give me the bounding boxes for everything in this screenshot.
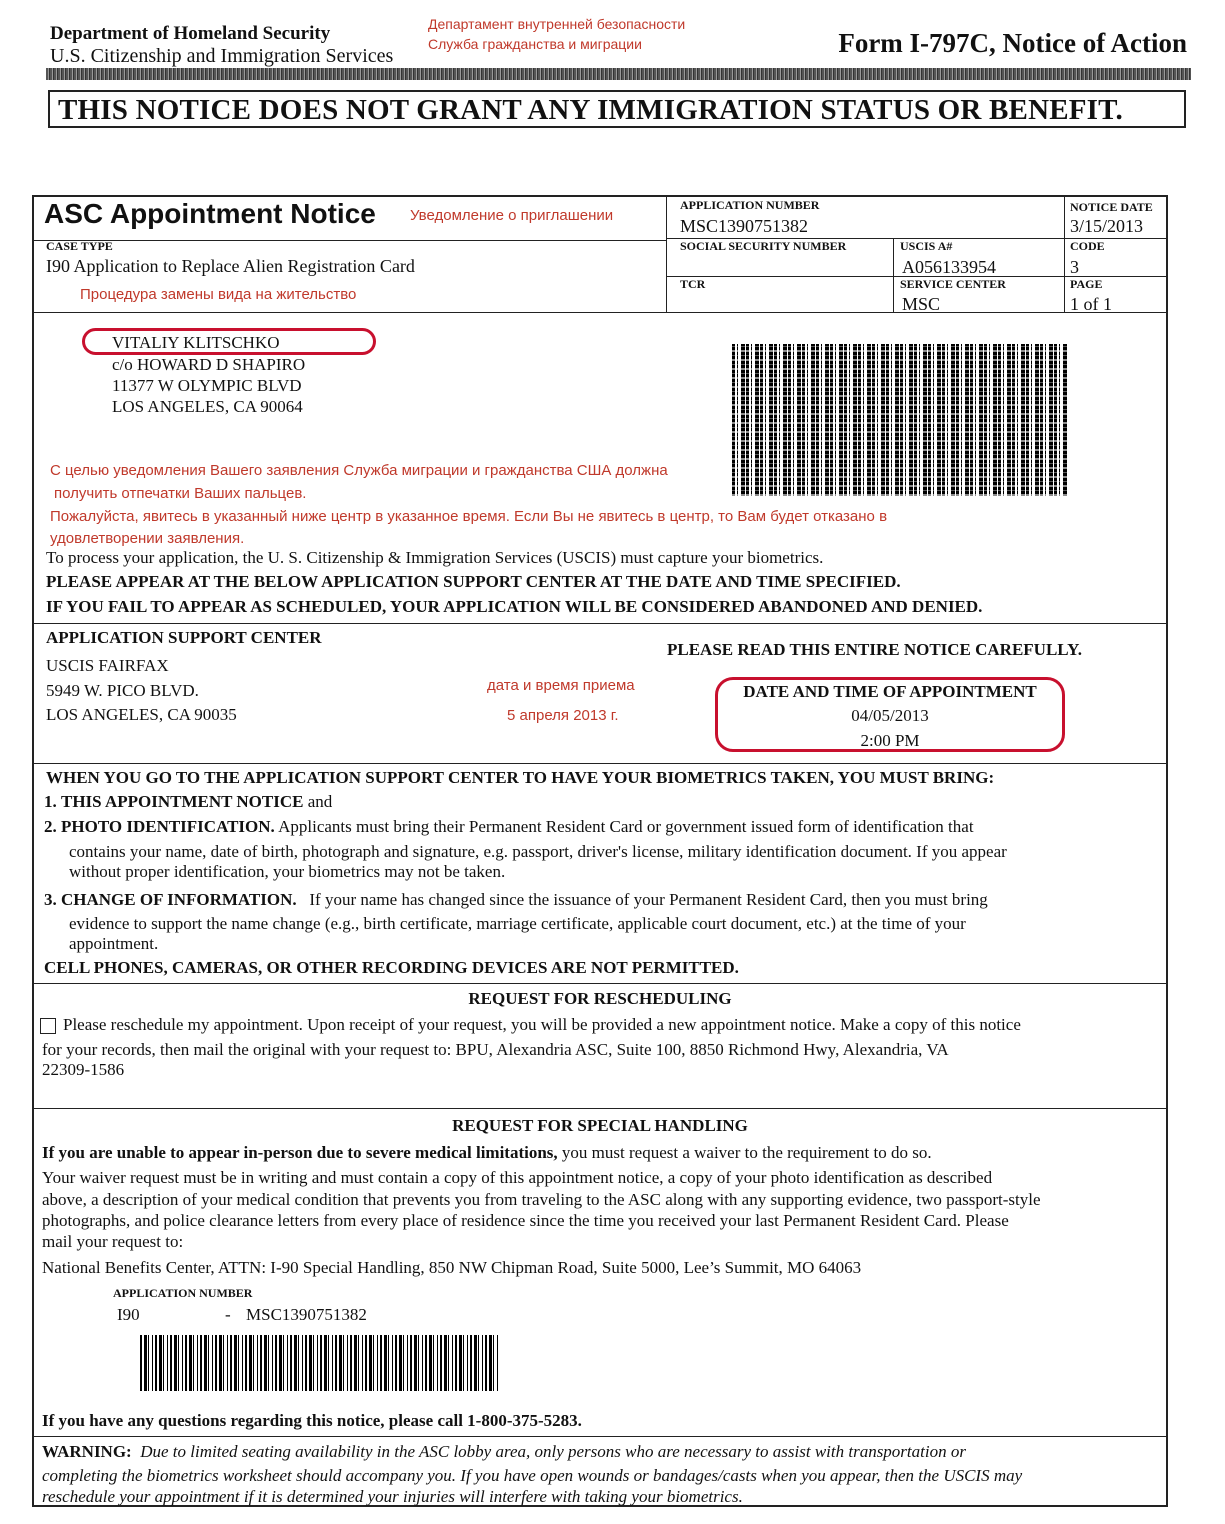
item-text: Applicants must bring their Permanent Resident Card or government issued form of identification that [278,817,974,836]
bring-item-3-line2: evidence to support the name change (e.g., birth certificate, marriage certificate, applicable court document, etc.) at the time of your [69,914,966,933]
barcode-app-separator: - [225,1305,231,1324]
table-divider [666,195,667,312]
ru-translation-line1: С целью уведомления Вашего заявления Служба миграции и гражданства США должна [50,462,668,479]
item-number: 2. [44,817,57,836]
special-line1 [42,1142,932,1164]
notice-date: 3/15/2013 [1070,216,1144,236]
item-number: 1. [44,792,57,811]
status-banner: THIS NOTICE DOES NOT GRANT ANY IMMIGRATION STATUS OR BENEFIT. [48,90,1186,128]
2d-barcode [732,344,1068,496]
service-center: MSC [902,294,941,314]
uscis-number-label: USCIS A# [900,239,953,253]
section-divider [32,1436,1168,1437]
ru-translation-line3: Пожалуйста, явитесь в указанный ниже центр в указанное время. Если Вы не явитесь в центр, то Вам будет отказано в [50,508,888,525]
table-divider [32,240,666,241]
asc-name: USCIS FAIRFAX [46,656,169,675]
section-divider [32,763,1168,764]
bring-item-2-line3: without proper identification, your biometrics may not be taken. [69,862,506,881]
case-type-ru: Процедура замены вида на жительство [80,286,357,303]
service-center-label: SERVICE CENTER [900,277,1006,291]
ru-appointment-date: 5 апреля 2013 г. [507,707,619,724]
ssn-label: SOCIAL SECURITY NUMBER [680,239,847,253]
notice-title: ASC Appointment Notice [44,198,376,229]
item-title: PHOTO IDENTIFICATION. [61,817,275,836]
special-line5: mail your request to: [42,1232,184,1251]
uscis-number: A056133954 [902,257,996,277]
reschedule-line3: 22309-1586 [42,1060,125,1079]
application-number-label: APPLICATION NUMBER [680,198,820,212]
application-number: MSC1390751382 [680,216,809,236]
asc-city: LOS ANGELES, CA 90035 [46,705,237,724]
table-divider [893,238,894,312]
read-notice-text: PLEASE READ THIS ENTIRE NOTICE CAREFULLY. [667,640,1083,659]
bring-item-2 [44,816,974,838]
section-divider [32,1108,1168,1109]
barcode-application-label: APPLICATION NUMBER [113,1286,253,1300]
reschedule-line2: for your records, then mail the original with your request to: BPU, Alexandria ASC, Suite 100, 8850 Richmond Hwy, Alexandria, VA [42,1040,949,1059]
section-divider [32,623,1168,624]
table-divider [1064,195,1065,312]
appointment-date: 04/05/2013 [851,706,929,725]
recipient-city: LOS ANGELES, CA 90064 [112,397,303,416]
case-type-label: CASE TYPE [46,239,113,253]
questions-text: If you have any questions regarding this notice, please call 1-800-375-5283. [42,1411,582,1430]
special-line4: photographs, and police clearance letters from every place of residence since the time you received your last Permanent Resident Card. Please [42,1211,1009,1230]
warning-line1 [42,1441,966,1463]
ru-agency-line1: Департамент внутренней безопасности [428,16,686,32]
warning-text: Due to limited seating availability in the ASC lobby area, only persons who are necessary to assist with transportation or [140,1442,966,1461]
barcode-app-number: MSC1390751382 [246,1305,367,1324]
warning-line2: completing the biometrics worksheet should accompany you. If you have open wounds or bandages/casts when you appear, then the USCIS may [42,1466,1023,1485]
warning-label: WARNING: [42,1442,132,1461]
bring-item-3-line3: appointment. [69,934,159,953]
special-address: National Benefits Center, ATTN: I-90 Special Handling, 850 NW Chipman Road, Suite 5000, Lee’s Summit, MO 64063 [42,1258,862,1277]
bring-item-1 [44,791,332,813]
instructions-line1: To process your application, the U. S. Citizenship & Immigration Services (USCIS) must capture your biometrics. [46,548,824,567]
special-line3: above, a description of your medical condition that prevents you from traveling to the ASC along with any supporting evidence, two passport-style [42,1190,1041,1209]
item-number: 3. [44,890,57,909]
agency-header [50,22,393,68]
code-value: 3 [1070,257,1079,277]
agency-name: Department of Homeland Security [50,23,331,44]
reschedule-heading: REQUEST FOR RESCHEDULING [468,989,732,1008]
asc-street: 5949 W. PICO BLVD. [46,681,199,700]
form-title: Form I-797C, Notice of Action [838,28,1187,58]
notice-title-ru: Уведомление о приглашении [410,207,614,224]
ru-datetime-label: дата и время приема [487,677,635,694]
ru-translation-line2: получить отпечатки Ваших пальцев. [54,485,307,502]
special-line1-bold: If you are unable to appear in-person due to severe medical limitations, [42,1143,558,1162]
table-divider [32,312,1168,313]
bring-item-2-line2: contains your name, date of birth, photograph and signature, e.g. passport, driver's license, military identification document. If you appear [69,842,1007,861]
item-title: CHANGE OF INFORMATION. [61,890,297,909]
bring-heading: WHEN YOU GO TO THE APPLICATION SUPPORT CENTER TO HAVE YOUR BIOMETRICS TAKEN, YOU MUST BRING: [46,768,995,787]
barcode-app-type: I90 [117,1305,140,1324]
instructions-line2: PLEASE APPEAR AT THE BELOW APPLICATION SUPPORT CENTER AT THE DATE AND TIME SPECIFIED. [46,572,901,591]
case-type: I90 Application to Replace Alien Registration Card [46,256,415,276]
item-text: and [307,792,333,811]
devices-notice: CELL PHONES, CAMERAS, OR OTHER RECORDING DEVICES ARE NOT PERMITTED. [44,958,739,977]
recipient-name: VITALIY KLITSCHKO [112,333,280,352]
1d-barcode [140,1335,500,1391]
tcr-label: TCR [680,277,706,291]
recipient-street: 11377 W OLYMPIC BLVD [112,376,302,395]
agency-subname: U.S. Citizenship and Immigration Services [50,45,394,67]
section-divider [32,983,1168,984]
bring-item-3 [44,889,988,911]
item-title: THIS APPOINTMENT NOTICE [61,792,304,811]
instructions-line3: IF YOU FAIL TO APPEAR AS SCHEDULED, YOUR APPLICATION WILL BE CONSIDERED ABANDONED AND DENIED. [46,597,983,616]
notice-date-label: NOTICE DATE [1070,200,1153,214]
warning-line3: reschedule your appointment if it is determined your injuries will interfere with taking your biometrics. [42,1487,743,1506]
appointment-time: 2:00 PM [860,731,920,750]
special-heading: REQUEST FOR SPECIAL HANDLING [452,1116,748,1135]
recipient-care-of: c/o HOWARD D SHAPIRO [112,355,306,374]
special-line1-rest: you must request a waiver to the requirement to do so. [561,1143,932,1162]
asc-heading: APPLICATION SUPPORT CENTER [46,628,322,647]
item-text: If your name has changed since the issuance of your Permanent Resident Card, then you must bring [309,890,988,909]
code-label: CODE [1070,239,1105,253]
reschedule-checkbox[interactable] [40,1018,56,1034]
page-label: PAGE [1070,277,1103,291]
header-stripe [46,68,1191,80]
appointment-heading: DATE AND TIME OF APPOINTMENT [743,682,1037,701]
special-line2: Your waiver request must be in writing and must contain a copy of this appointment notice, a copy of your photo identification as described [42,1168,993,1187]
reschedule-line1: Please reschedule my appointment. Upon receipt of your request, you will be provided a new appointment notice. Make a copy of this notice [63,1015,1021,1034]
ru-translation-line4: удовлетворении заявления. [50,530,245,547]
page-number: 1 of 1 [1070,294,1112,314]
ru-agency-line2: Служба гражданства и миграции [428,36,642,52]
